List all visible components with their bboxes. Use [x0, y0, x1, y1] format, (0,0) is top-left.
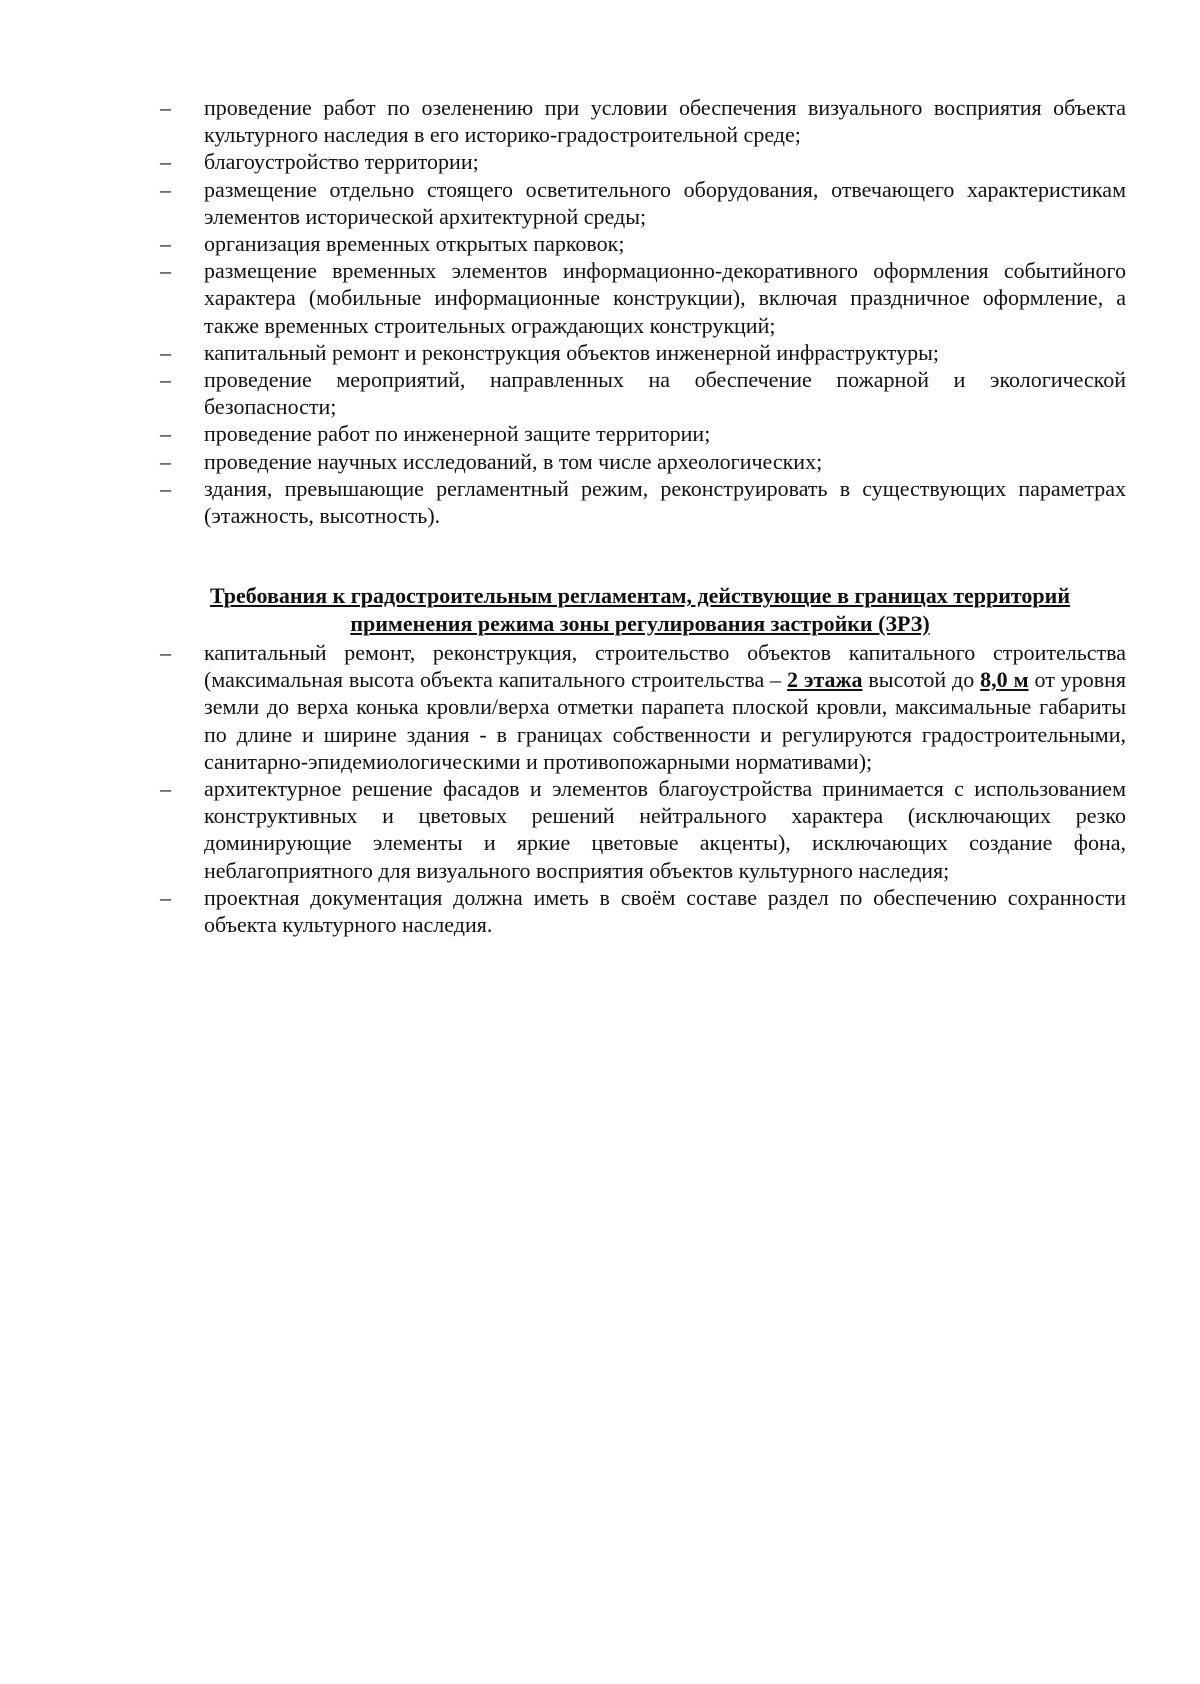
text-segment: высотой до: [862, 667, 981, 693]
list-item-text: проведение мероприятий, направленных на обеспечение пожарной и экологической безопасности;: [204, 367, 1126, 420]
dash-bullet: –: [160, 149, 171, 175]
max-floors-value: 2 этажа: [787, 667, 863, 693]
list-item: [160, 475, 1126, 529]
list-item: [160, 148, 1126, 175]
text-segment: от уровня земли до верха конька кровли/верха отметки парапета плоской кровли, максимальные габариты по длине и ширине здания - в границах собственности и регулируются градостроительными, санитарно-эпидемиологическими и противопожарными нормативами);: [204, 667, 1127, 774]
dash-bullet: –: [160, 367, 171, 393]
list-item: [160, 639, 1126, 775]
dash-bullet: –: [160, 776, 171, 802]
dash-bullet: –: [160, 421, 171, 447]
max-height-value: 8,0 м: [980, 667, 1029, 693]
list-item: [160, 366, 1126, 420]
dash-bullet: –: [160, 258, 171, 284]
list-item: [160, 230, 1126, 257]
list-item: [160, 448, 1126, 475]
list-item-text: здания, превышающие регламентный режим, реконструировать в существующих параметрах (этажность, высотность).: [204, 475, 1126, 529]
list-item-text: размещение отдельно стоящего осветительного оборудования, отвечающего характеристикам элементов исторической архитектурной среды;: [204, 176, 1126, 229]
list-item-text: проведение работ по инженерной защите территории;: [204, 421, 711, 447]
list-item-text: капитальный ремонт и реконструкция объектов инженерной инфраструктуры;: [204, 339, 939, 365]
list-item-text: [204, 640, 1126, 774]
list-item: [160, 94, 1126, 148]
list-item: [160, 176, 1126, 230]
list-item-text: проведение научных исследований, в том числе археологических;: [204, 448, 823, 474]
list-item: [160, 420, 1126, 447]
list-item-text: проектная документация должна иметь в своём составе раздел по обеспечению сохранности объекта культурного наследия.: [204, 884, 1126, 938]
list-item-text: проведение работ по озеленению при условии обеспечения визуального восприятия объекта культурного наследия в его историко-градостроительной среде;: [204, 95, 1126, 148]
dash-bullet: –: [160, 884, 171, 910]
dash-bullet: –: [160, 176, 171, 202]
list-item: [160, 775, 1126, 884]
dash-bullet: –: [160, 475, 171, 501]
list-item: [160, 257, 1126, 339]
list-item-text: благоустройство территории;: [204, 149, 479, 175]
dash-bullet: –: [160, 640, 171, 665]
dash-bullet: –: [160, 339, 171, 365]
zrz-requirements-list: [160, 639, 1126, 938]
dash-bullet: –: [160, 231, 171, 257]
dash-bullet: –: [160, 95, 171, 120]
permitted-works-list: [160, 94, 1126, 529]
list-item: [160, 339, 1126, 366]
list-item-text: организация временных открытых парковок;: [204, 231, 625, 257]
list-item-text: размещение временных элементов информационно-декоративного оформления событийного характера (мобильные информационные конструкции), включая праздничное оформление, а также временных строительных ограждающих конструкций;: [204, 258, 1126, 338]
dash-bullet: –: [160, 448, 171, 474]
list-item-text: архитектурное решение фасадов и элементов благоустройства принимается с использованием конструктивных и цветовых решений нейтрального характера (исключающих резко доминирующие элементы и яркие цветовые акценты), исключающих создание фона, неблагоприятного для визуального восприятия объектов культурного наследия;: [204, 776, 1126, 883]
list-item: [160, 884, 1126, 938]
text-segment: капитальный ремонт, реконструкция, строительство объектов капитального строительства (максимальная высота объекта капитального строительства –: [204, 640, 1126, 693]
section-heading: Требования к градостроительным регламентам, действующие в границах территорий применения режима зоны регулирования застройки (ЗРЗ): [209, 583, 1071, 636]
